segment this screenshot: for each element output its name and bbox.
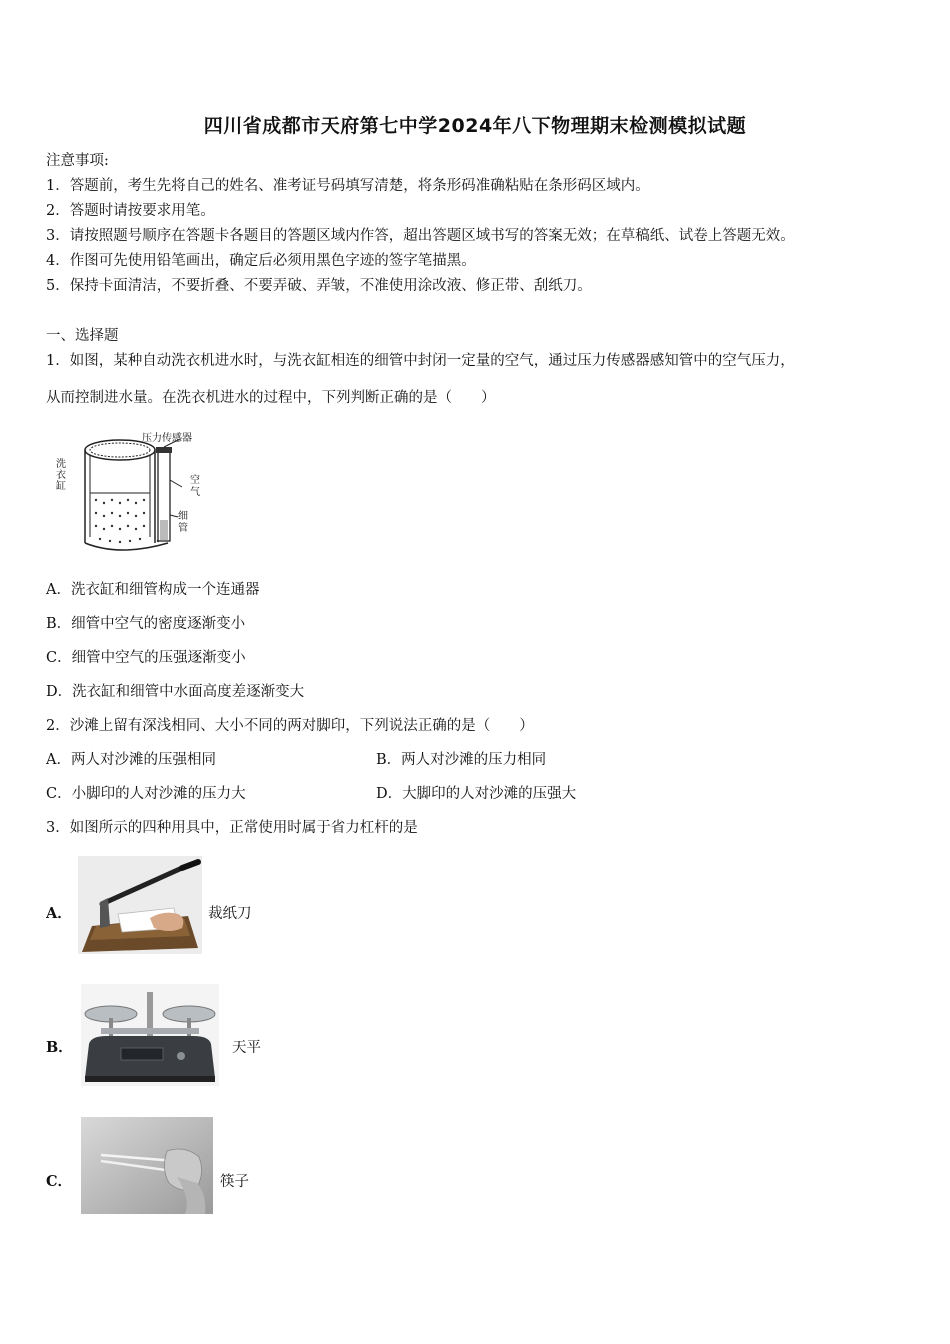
- paper-cutter-icon: [78, 856, 202, 954]
- chopsticks-icon: [81, 1117, 213, 1214]
- question-3-stem: 3．如图所示的四种用具中，正常使用时属于省力杠杆的是: [46, 820, 418, 836]
- notice-item: 5．保持卡面清洁，不要折叠、不要弄破、弄皱，不准使用涂改液、修正带、刮纸刀。: [46, 278, 592, 294]
- notice-item: 1．答题前，考生先将自己的姓名、准考证号码填写清楚，将条形码准确粘贴在条形码区域内。: [46, 178, 650, 194]
- question-1-option-c: C．细管中空气的压强逐渐变小: [46, 650, 246, 666]
- label-thin-tube: [178, 511, 190, 535]
- question-2-stem: 2．沙滩上留有深浅相同、大小不同的两对脚印，下列说法正确的是（ ）: [46, 718, 534, 734]
- label-washing-tub: [56, 459, 68, 492]
- paper-cutter-image: [78, 856, 202, 954]
- label-char: 洗: [56, 459, 66, 470]
- label-char: 缸: [56, 481, 66, 492]
- question-3-option-c-caption: 筷子: [220, 1174, 249, 1190]
- page-title: 四川省成都市天府第七中学2024年八下物理期末检测模拟试题: [203, 115, 747, 137]
- label-char: 衣: [56, 470, 66, 481]
- balance-icon: [81, 984, 219, 1086]
- label-char: 空: [190, 475, 200, 486]
- question-3-option-b-caption: 天平: [232, 1040, 261, 1056]
- question-3-option-b-label: B．: [46, 1039, 73, 1056]
- question-1-option-b: B．细管中空气的密度逐渐变小: [46, 616, 246, 632]
- question-2-option-c: C．小脚印的人对沙滩的压力大: [46, 786, 246, 802]
- question-1-stem-line1: 1．如图，某种自动洗衣机进水时，与洗衣缸相连的细管中封闭一定量的空气，通过压力传感器感知管中的空气压力，: [46, 353, 795, 369]
- question-1-option-a: A．洗衣缸和细管构成一个连通器: [46, 582, 260, 598]
- notice-item: 2．答题时请按要求用笔。: [46, 203, 215, 219]
- balance-image: [81, 984, 219, 1086]
- question-2-option-d: D．大脚印的人对沙滩的压强大: [376, 786, 577, 802]
- label-char: 细: [178, 511, 188, 522]
- chopsticks-image: [81, 1117, 213, 1214]
- label-air: [190, 475, 202, 499]
- section-heading: 一、选择题: [46, 328, 119, 344]
- question-3-option-a-caption: 裁纸刀: [208, 906, 252, 922]
- label-char: 气: [190, 487, 200, 498]
- question-3-option-c-label: C．: [46, 1173, 73, 1190]
- label-char: 管: [178, 523, 188, 534]
- notice-item: 4．作图可先使用铅笔画出，确定后必须用黑色字迹的签字笔描黑。: [46, 253, 476, 269]
- question-3-option-a-label: A．: [46, 905, 72, 922]
- question-2-option-a: A．两人对沙滩的压强相同: [46, 752, 216, 768]
- notice-heading: 注意事项:: [46, 153, 109, 169]
- notice-item: 3．请按照题号顺序在答题卡各题目的答题区域内作答，超出答题区域书写的答案无效；在草稿纸、试卷上答题无效。: [46, 228, 795, 244]
- label-pressure-sensor: 压力传感器: [142, 433, 192, 444]
- question-1-option-d: D．洗衣缸和细管中水面高度差逐渐变大: [46, 684, 305, 700]
- question-2-option-b: B．两人对沙滩的压力相同: [376, 752, 547, 768]
- question-1-stem-line2: 从而控制进水量。在洗衣机进水的过程中，下列判断正确的是（ ）: [46, 390, 496, 406]
- washing-machine-figure: [50, 425, 220, 565]
